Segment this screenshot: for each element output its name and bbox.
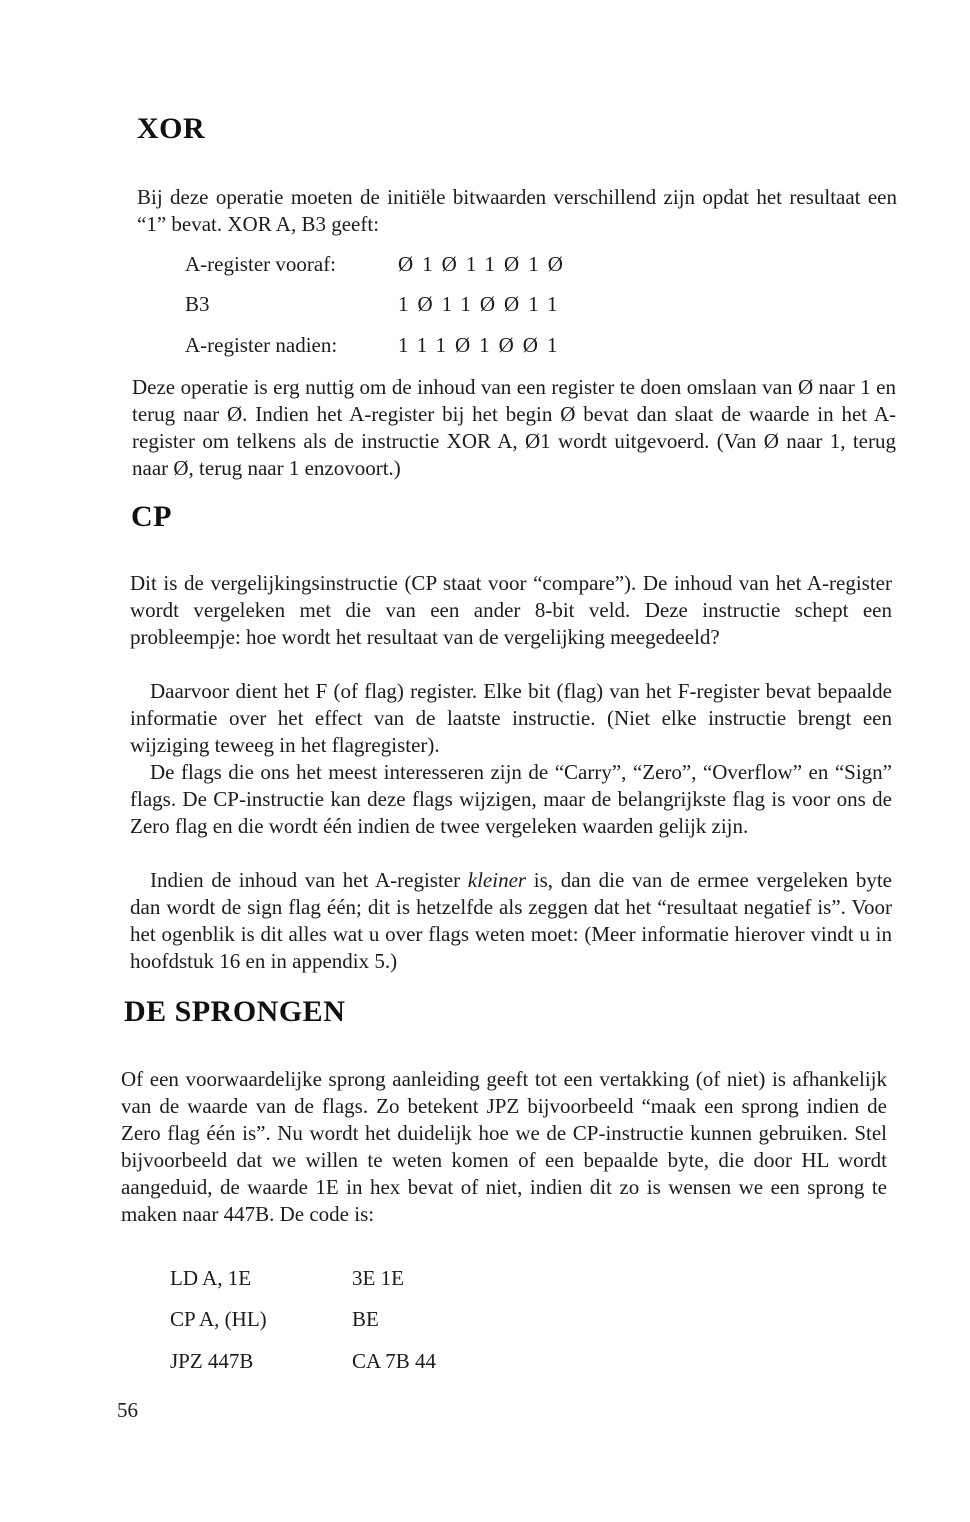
table-row-label: A-register nadien: [185, 333, 338, 357]
cp-paragraph-2-text: Daarvoor dient het F (of flag) register. Elke bit (flag) van het F-register bevat bepaalde informatie over het effect van de laatste instructie. (Niet elke instructie brengt een wijziging teweeg in het flagregister). [130, 679, 892, 757]
table-row-bits: Ø1Ø11Ø1Ø [398, 252, 572, 276]
cp-paragraph-4-emphasis: kleiner [467, 868, 527, 892]
table-row-label: A-register vooraf: [185, 252, 337, 276]
code-hex: BE [352, 1307, 379, 1331]
sprongen-paragraph-1: Of een voorwaardelijke sprong aanleiding geeft tot een vertakking (of niet) is afhankelijk van de waarde van de flags. Zo betekent JPZ bijvoorbeeld “maak een sprong indien de Zero flag één is”. Nu wordt het duidelijk hoe we de CP-instructie kunnen gebruiken. Stel bijvoorbeeld dat we willen te weten komen of een bepaalde byte, die door HL wordt aangeduid, de waarde 1E in hex bevat of niet, indien dit zo is wensen we een sprong te maken naar 447B. De code is: [121, 1067, 887, 1226]
cp-paragraph-4-text-b: is, dan die van de ermee vergeleken byte dan wordt de sign flag één; dit is hetzelfde als zeggen dat het “resultaat negatief is”. Voor het ogenblik is dit alles wat u over flags weten moet: (Meer informatie hierover vindt u in hoofdstuk 16 en in appendix 5.) [130, 868, 893, 973]
cp-paragraph-3 [130, 759, 892, 840]
table-row-bits: 111Ø1ØØ1 [398, 333, 567, 357]
code-hex: 3E 1E [352, 1266, 404, 1290]
table-row-label: B3 [185, 292, 210, 316]
code-instruction: CP A, (HL) [170, 1307, 267, 1331]
code-instruction: LD A, 1E [170, 1266, 252, 1290]
cp-paragraph-4-text-a: Indien de inhoud van het A-register [150, 868, 468, 892]
cp-paragraph-4 [130, 867, 892, 975]
section-heading-cp: CP [131, 500, 172, 533]
section-heading-xor: XOR [137, 112, 206, 145]
section-heading-sprongen: DE SPRONGEN [124, 995, 346, 1028]
xor-intro-paragraph: Bij deze operatie moeten de initiële bitwaarden verschillend zijn opdat het resultaat een “1” bevat. XOR A, B3 geeft: [137, 185, 897, 236]
page-number: 56 [117, 1398, 138, 1422]
code-instruction: JPZ 447B [170, 1349, 254, 1373]
table-row-bits: 1Ø11ØØ11 [398, 292, 567, 316]
code-hex: CA 7B 44 [352, 1349, 437, 1373]
xor-outro-paragraph: Deze operatie is erg nuttig om de inhoud van een register te doen omslaan van Ø naar 1 en terug naar Ø. Indien het A-register bij het begin Ø bevat dan slaat de waarde in het A-register om telkens als de instructie XOR A, Ø1 wordt uitgevoerd. (Van Ø naar 1, terug naar Ø, terug naar 1 enzovoort.) [132, 375, 896, 480]
cp-paragraph-2 [130, 678, 892, 759]
cp-paragraph-3-text: De flags die ons het meest interesseren zijn de “Carry”, “Zero”, “Overflow” en “Sign” flags. De CP-instructie kan deze flags wijzigen, maar de belangrijkste flag is voor ons de Zero flag en die wordt één indien de twee vergeleken waarden gelijk zijn. [130, 760, 892, 838]
cp-paragraph-1: Dit is de vergelijkingsinstructie (CP staat voor “compare”). De inhoud van het A-register wordt vergeleken met die van een ander 8-bit veld. Deze instructie schept een probleempje: hoe wordt het resultaat van de vergelijking meegedeeld? [130, 571, 892, 649]
